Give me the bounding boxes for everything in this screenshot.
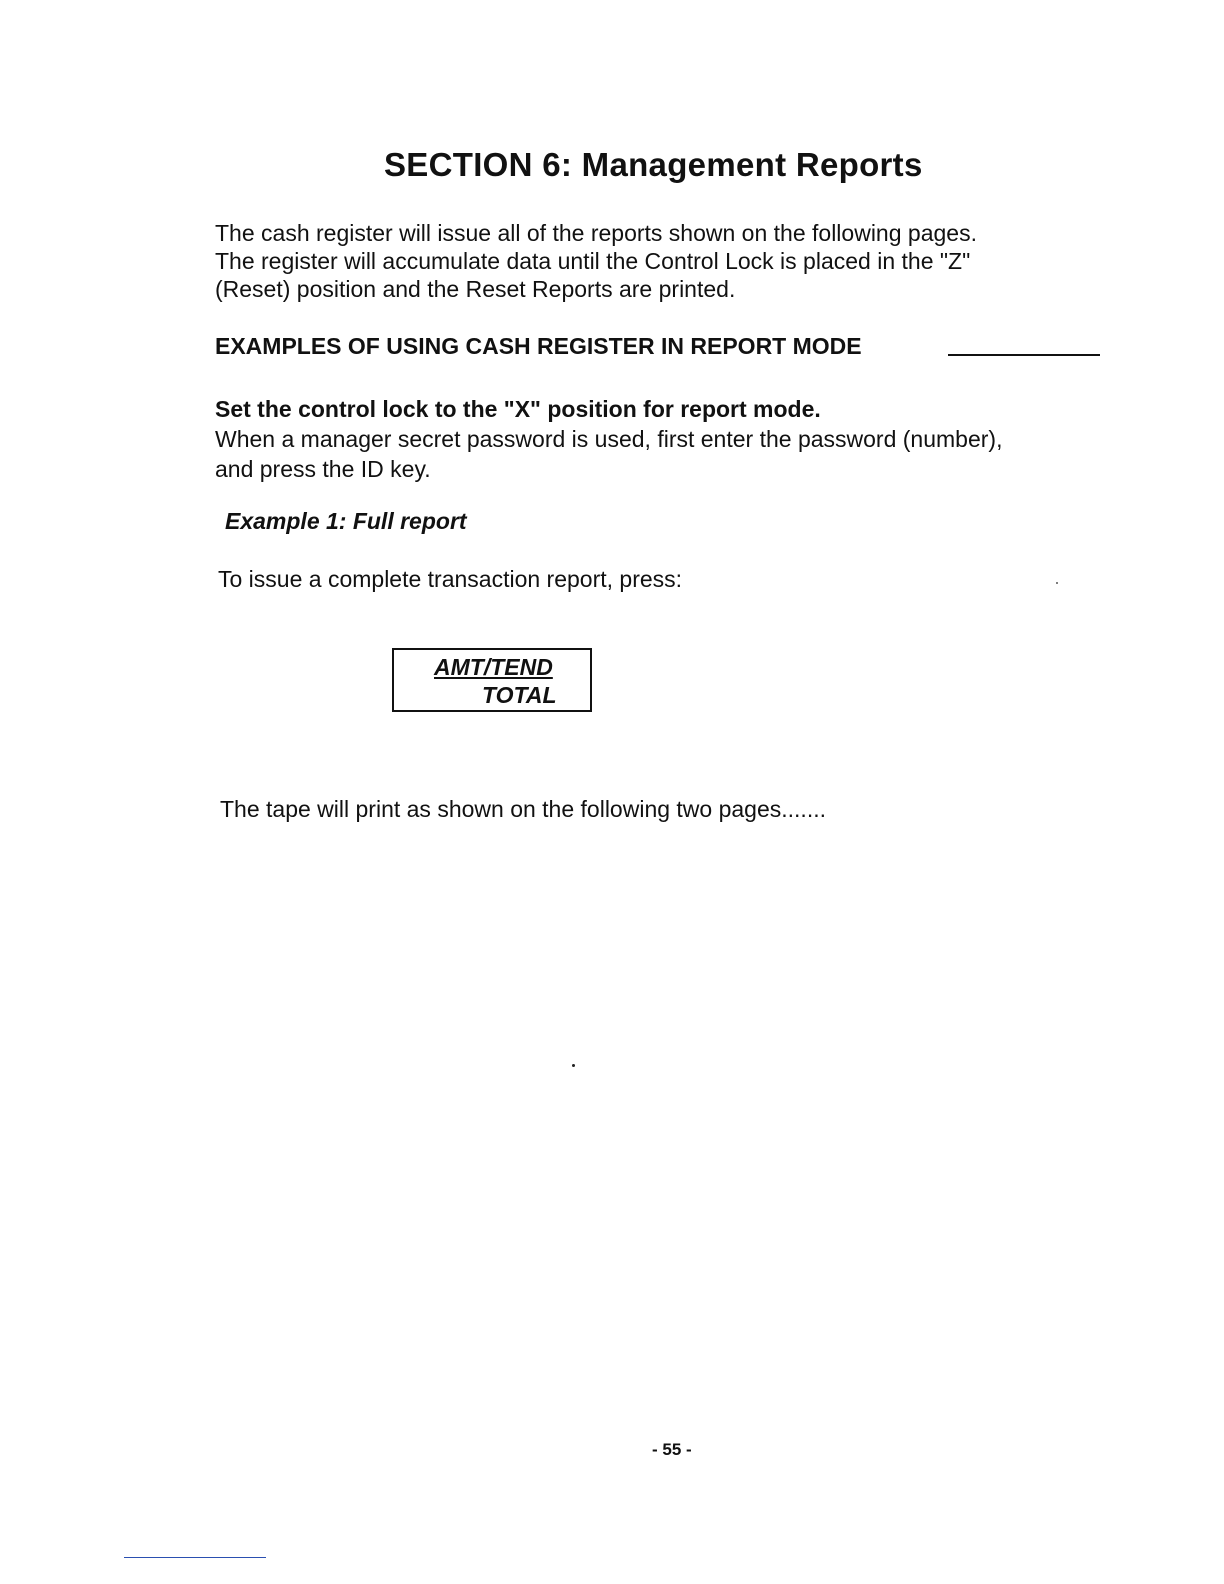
key-label-bottom: TOTAL — [482, 682, 557, 708]
footer-rule — [124, 1557, 266, 1558]
page-title: SECTION 6: Management Reports — [384, 146, 923, 183]
key-label-top: AMT/TEND — [434, 654, 553, 680]
password-line: When a manager secret password is used, first enter the password (number), — [215, 426, 1003, 452]
scan-speck — [572, 1064, 575, 1067]
example-1-title: Example 1: Full report — [225, 508, 467, 534]
intro-line: The register will accumulate data until the Control Lock is placed in the "Z" — [215, 248, 971, 274]
examples-heading: EXAMPLES OF USING CASH REGISTER IN REPORT MODE — [215, 333, 862, 359]
tape-note: The tape will print as shown on the following two pages....... — [220, 796, 826, 822]
amt-tend-total-key — [392, 648, 592, 712]
heading-underline-rule — [948, 354, 1100, 356]
intro-paragraph — [215, 219, 1115, 303]
press-instruction: To issue a complete transaction report, press: — [218, 566, 683, 592]
page-number: - 55 - — [652, 1440, 692, 1459]
intro-line: The cash register will issue all of the reports shown on the following pages. — [215, 220, 977, 246]
password-line: and press the ID key. — [215, 456, 431, 482]
control-lock-instructions — [215, 394, 1115, 484]
control-lock-instruction: Set the control lock to the "X" position for report mode. — [215, 396, 821, 422]
scan-speck — [1056, 582, 1058, 584]
intro-line: (Reset) position and the Reset Reports are printed. — [215, 276, 736, 302]
